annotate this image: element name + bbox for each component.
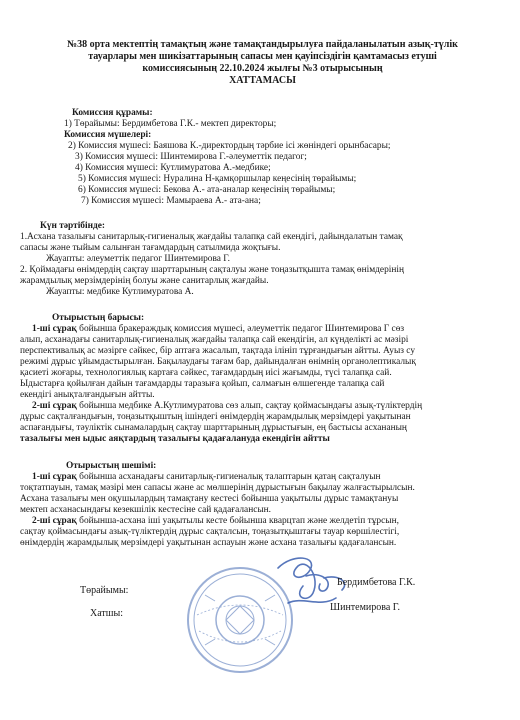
proceedings-q1-line-3: перспективалық ас мәзірге сәйкес, бір аптаға жасалып, тақтада ілініп тұрғандығын айтты. Ауыз су xyxy=(20,346,416,356)
proceedings-q2-line-4: тазалығы мен ыдыс аяқтардың тазалығы қадағалануда екендігін айтты xyxy=(20,434,330,444)
commission-member-2: 2) Комиссия мүшесі: Баяшова К.-директордың тәрбие ісі жөніндегі орынбасары; xyxy=(68,141,391,151)
decision-q1-line-3: Асхана тазалығы мен оқушылардың тамақтану кестесі бойынша уақытылы дұрыс тамақтануы xyxy=(20,494,399,504)
proceedings-q1-line-2: алып, асханадағы санитарлық-гигиеналық жағдайы талапқа сай екендігін, ал күнделікті ас мәзірі xyxy=(20,335,409,345)
decision-q2-line-1: 2-ші сұрақ бойынша-асхана іші уақытылы кесте бойынша кварцтап және желдетіп тұрсын, xyxy=(32,516,399,526)
commission-member-3: 3) Комиссия мүшесі: Шинтемирова Г.-әлеуметтік педагог; xyxy=(75,152,307,162)
decision-q2-line-3: өнімдердің жарамдылық мерзімдері уақытынан аспауын және асхана тазалығы қадағалансын. xyxy=(20,538,397,548)
commission-composition-title: Комиссия құрамы: xyxy=(72,108,153,118)
agenda-item-1-line-2: сапасы және тыйым салынған тағамдардың сатылмида жоқтығы. xyxy=(20,243,281,253)
proceedings-q1-label: 1-ші сұрақ xyxy=(32,324,77,334)
decision-q1-line-1: 1-ші сұрақ бойынша асханадағы санитарлық-гигиеналық талаптарын қатаң сақталуын xyxy=(32,472,381,482)
proceedings-q1-line-1: 1-ші сұрақ бойынша бракераждық комиссия мүшесі, әлеуметтік педагог Шинтемирова Г сөз xyxy=(32,324,405,334)
proceedings-title: Отырыстың барысы: xyxy=(52,313,145,323)
proceedings-q1-line-4: режимі дұрыс ұйымдастырылған. Бақылаудағы тағам бар, дайындалған өнімнің органолептикалық xyxy=(20,357,416,367)
agenda-item-2-line-2: жарамдылық мерзімдерінің болуы және санитарлық жағдайы. xyxy=(20,276,269,286)
secretary-signature-name: Шинтемирова Г. xyxy=(330,602,400,613)
commission-member-7: 7) Комиссия мүшесі: Мамыраева А.- ата-ана; xyxy=(81,196,261,206)
proceedings-q2-line-1: 2-ші сұрақ бойынша медбике А.Кутлимуратова сөз алып, сақтау қоймасындағы азық-түліктердің xyxy=(32,401,423,411)
chair-signature-label: Төрайымы: xyxy=(80,585,129,596)
chair-signature-name: Бердимбетова Г.К. xyxy=(337,577,416,588)
header-title: ХАТТАМАСЫ xyxy=(229,75,296,86)
decision-title: Отырыстың шешімі: xyxy=(66,461,157,471)
agenda-title: Күн тәртібінде: xyxy=(40,221,106,231)
proceedings-q2-line-2: дұрыс сақталғандығын, тоңазытқыштың ішіндегі өнімдердің жарамдылық мерзімдері уақытынан xyxy=(20,412,411,422)
header-line-2: тауарлары мен шикізаттарының сапасы мен қауіпсіздігін қамтамасыз етуші xyxy=(88,51,437,62)
decision-q1-line-4: мектеп асханасындағы кезекшілік кестесіне сай қадағалансын. xyxy=(20,505,272,515)
decision-q1-line-2: тоқтатпауын, тамақ мәзірі мен сапасы және ас мөлшерінің дұрыстығын бақылау жалғастырылсын. xyxy=(20,483,415,493)
commission-chair: 1) Төрайымы: Бердимбетова Г.К.- мектеп директоры; xyxy=(64,119,277,129)
proceedings-q2-label: 2-ші сұрақ xyxy=(32,401,77,411)
header-line-3: комиссиясының 22.10.2024 жылғы №3 отырысының xyxy=(142,63,383,74)
proceedings-q1-line-5: қасиеті жоғары, технологиялық картаға сәйкес, тағамдардың иісі жағымды, түсі талапқа сай. xyxy=(20,368,392,378)
decision-q2-label: 2-ші сұрақ xyxy=(32,516,77,526)
proceedings-q1-line-7: екендігі анықталғандығын айтты. xyxy=(20,390,155,400)
commission-member-6: 6) Комиссия мүшесі: Бекова А.- ата-аналар кеңесінің төрайымы; xyxy=(78,185,336,195)
agenda-item-2-line-1: 2. Қоймадағы өнімдердің сақтау шарттарының сақталуы және тоңазытқышта тамақ өнімдерінің xyxy=(20,265,404,275)
commission-member-4: 4) Комиссия мүшесі: Кутлимуратова А.-медбике; xyxy=(75,163,271,173)
agenda-item-1-line-1: 1.Асхана тазалығы санитарлық-гигиеналық жағдайы талапқа сай екендігі, дайындалатын тамақ xyxy=(20,232,403,242)
agenda-responsible-1: Жауапты: әлеуметтік педагог Шинтемирова Г. xyxy=(46,254,230,264)
proceedings-q2-line-3: аспағандығы, тәуліктік сынамалардың сақтау шарттарының дұрыстығын, ең бастысы асхананың xyxy=(20,423,407,433)
proceedings-q1-line-6: Ыдыстарға қойылған дайын тағамдарды таразыға қойып, салмағын өлшегенде талапқа сай xyxy=(20,379,385,389)
secretary-signature-label: Хатшы: xyxy=(90,608,123,619)
decision-q2-line-2: сақтау қоймасындағы азық-түліктердің дұрыс сақталсын, тоңазытқыштағы тауар көршілестігі, xyxy=(20,527,400,537)
agenda-responsible-2: Жауапты: медбике Кутлимуратова А. xyxy=(46,287,194,297)
commission-member-5: 5) Комиссия мүшесі: Нуралина Н-қамқоршылар кеңесінің төрайымы; xyxy=(78,174,357,184)
header-line-1: №38 орта мектептің тамақтың және тамақтандырылуға пайдаланылатын азық-түлік xyxy=(67,39,458,50)
decision-q1-label: 1-ші сұрақ xyxy=(32,472,77,482)
commission-members-title: Комиссия мүшелері: xyxy=(64,130,152,140)
